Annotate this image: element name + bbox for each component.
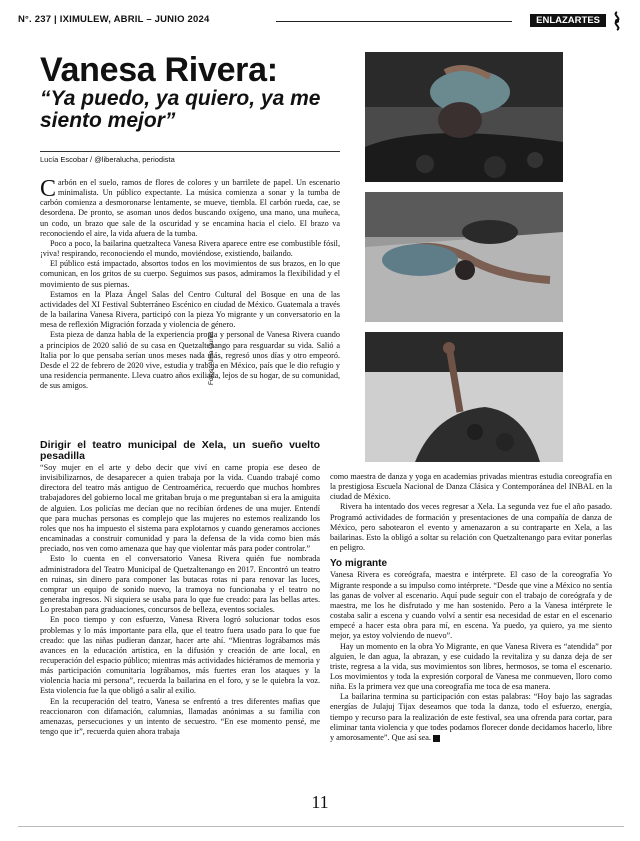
section-heading-2: Yo migrante xyxy=(330,558,388,570)
bottom-rule xyxy=(18,826,624,827)
byline-rule xyxy=(40,151,340,152)
page-header xyxy=(18,14,624,32)
intro-paragraph: El público está impactado, absortos todos en los movimientos de sus brazos, en lo que comunican, en los gritos de su cuerpo. Seguimos sus pasos, admiramos la flexibilidad y el movimiento de sus piernas. xyxy=(40,259,340,289)
intro-paragraph: Poco a poco, la bailarina quetzalteca Vanesa Rivera aparece entre ese combustible fósil, ¡viva! respirando, reconociendo el mundo, moviéndose, existiendo, bailando. xyxy=(40,238,340,259)
closing-text: La bailarina termina su participación con estas palabras: “Hoy bajo las sagradas energías de Julajuj Tijax deseamos que toda la danza, todo el esfuerzo, energía, tiempo y recurso para la realización de este festival, sea una ofrenda para cortar, para eliminar tanta violencia y que todes podamos florecer donde decidamos hacerlo, libre y amorosamente”. Que así sea. xyxy=(330,692,612,742)
body-paragraph: Hay un momento en la obra Yo Migrante, en que Vanesa Rivera es “atendida” por alguien, le dan agua, la abrazan, y ese cuidado la revitaliza y su danza deja de ser triste, regresa a la vida, sus movimientos son libres, hermosos, se toma el escenario. Los movimientos y toda la expresión corporal de Vanesa me conmueven, lloro como niña. Es la primera vez que una coreografía me toca de esa manera. xyxy=(330,641,612,692)
body-paragraph: En poco tiempo y con esfuerzo, Vanesa Rivera logró solucionar todos esos problemas y lo más importante para ella, que el teatro fuera usado para lo que fue creado: que las niñas pudieran danzar, hacer arte ahí. “Mientras lográbamos más avances en la educación artística, en la difusión y creación de arte local, en recuperación del espacio público; mientras más actividades hiciéramos de memoria y más participación comunitaria lográbamos, más fuertes eran los ataques y la violencia hacia mi persona”, recuerda la bailarina en el foro, y se le quiebra la voz. Esta violencia fue la que obligó a salir al exilio. xyxy=(40,615,320,696)
dancer-photo-1 xyxy=(365,52,563,182)
end-mark-icon xyxy=(433,735,440,742)
body-paragraph xyxy=(330,692,612,743)
drop-cap: C xyxy=(40,176,57,202)
body-paragraph: “Soy mujer en el arte y debo decir que viví en carne propia ese deseo de invisibilizarnos, de desaparecer a quien trabaja por la vida. Cuando trabajé como directora del teatro más antiguo de Centroamérica, recuerdo que muchos hombres trabajadores del gobierno local me gritaban bruja o me preguntaban si era la amiguita de alguien. Los policías me decían que no recibían órdenes de una mujer. Entendí que para muchas personas es complejo que las mujeres no estemos realizando los roles que nos ha impuesto el sistema para explotarnos y cuando generamos acciones encaminadas a construir comunidad y para la defensa de la vida como bien más preciado, nos ven como amenaza que hay que violentar más para poder controlar.” xyxy=(40,463,320,554)
header-rule xyxy=(276,21,512,22)
photo-credit: Fotos: Alma Curiel xyxy=(208,331,215,385)
body-paragraph: como maestra de danza y yoga en academias privadas mientras estudia coreografía en la prestigiosa Escuela Nacional de Danza Clásica y Contemporánea del INBAL en la ciudad de México. xyxy=(330,472,612,502)
intro-p1-text: arbón en el suelo, ramos de flores de colores y un barrilete de papel. Un escenario minimalista. Un público expectante. La música comienza a sonar y la tumba de carbón comienza a desmoronarse lentamente, se mueve, tiembla. El carbón rueda, cae, se desordena. De pronto, se asoman unos dedos buscando oxígeno, una mano, una muñeca, un codo, un brazo que sale de la oscuridad y se encamina hacia el cielo. El brazo va reconociendo el aire, la vida afuera de la tumba. xyxy=(40,178,340,238)
page-number: 11 xyxy=(311,792,329,812)
dancer-photo-2 xyxy=(365,192,563,322)
body-paragraph: Rivera ha intentado dos veces regresar a Xela. La segunda vez fue el año pasado. Programó actividades de formación y presentaciones de una compañía de danza de México, pero sabotearon el evento y amenazaron a su contraparte en Xela, a las bailarinas. Esto la obligó a soltar su relación con Quetzaltenango para evitar ponerlas en peligro. xyxy=(330,502,612,553)
section-tag: ENLAZARTES xyxy=(530,14,606,27)
article-title: Vanesa Rivera: xyxy=(40,51,278,89)
body-paragraph: Esto lo cuenta en el conversatorio Vanesa Rivera quién fue nombrada administradora del Teatro Municipal de Quetzaltenango en 2017. Encontró un teatro en ruinas, sin dinero para componer las butacas rotas ni para renovar las luces, comprar un equipo de sonido nuevo, la tramoya no funcionaba y el teatro no generaba ingresos. Ni siquiera se usaba para lo que fue creado: para las bellas artes. Lo prestaban para graduaciones, concursos de belleza, eventos sociales. xyxy=(40,554,320,615)
body-paragraph: En la recuperación del teatro, Vanesa se enfrentó a tres diferentes mafias que reaccionaron con difamación, calumnias, llamadas anónimas a su familia con amenazas, persecuciones y un intento de secuestro. “En ese momento pensé, me tengo que ir”, recuerda quien ahora trabaja xyxy=(40,696,320,737)
section-heading-1: Dirigir el teatro municipal de Xela, un sueño vuelto pesadilla xyxy=(40,439,320,462)
intro-text xyxy=(40,178,340,391)
issue-line: N°. 237 | IXIMULEW, ABRIL – JUNIO 2024 xyxy=(18,14,210,25)
dancer-photo-3 xyxy=(365,332,563,462)
intro-paragraph: Esta pieza de danza habla de la experiencia propia y personal de Vanesa Rivera cuando a principios de 2020 salió de su casa en Quetzaltenango para resguardar su vida. Salió a Italia por lo que pensaba serían unos meses nada más, regresó unos días y otro empeoró. Desde el 22 de febrero de 2020 vive, estudia y trabaja en México, país que le dio refugio y una residencia permanente. Lleva cuatro años exiliada, lejos de su hogar, de su comunidad, de sus amigos. xyxy=(40,330,340,391)
article-subtitle: “Ya puedo, ya quiero, ya me siento mejor” xyxy=(40,87,321,132)
body-column-right xyxy=(330,472,612,743)
body-column-left xyxy=(40,440,320,737)
section-glyph-icon xyxy=(610,11,624,31)
intro-paragraph: Estamos en la Plaza Ángel Salas del Centro Cultural del Bosque en una de las actividades del XI Festival Subterráneo Escénico en ciudad de México. Guatemala a través de la bailarina Vanesa Rivera, participó con la pieza Yo migrante y un conversatorio en la mesa de reflexión Migración forzada y violencia de género. xyxy=(40,289,340,330)
byline: Lucía Escobar / @liberalucha, periodista xyxy=(40,155,175,164)
intro-paragraph xyxy=(40,178,340,239)
body-paragraph: Vanesa Rivera es coreógrafa, maestra e intérprete. El caso de la coreografía Yo Migrante responde a su impulso como intérprete. “Desde que vine a México no sentía las ganas de volver al escenario. Aquí pude seguir con el trabajo de coreógrafa y de maestra, me los he disfrutado y me han sostenido. Pero a la Vanesa intérprete le costaba salir a escena y cuando volví a sentir esa necesidad de estar en el escenario empecé a hacer esta obra para mí, en escena. Ya puedo, ya quiero, ya me siento mejor, ya estoy volviendo de nuevo”. xyxy=(330,570,612,641)
